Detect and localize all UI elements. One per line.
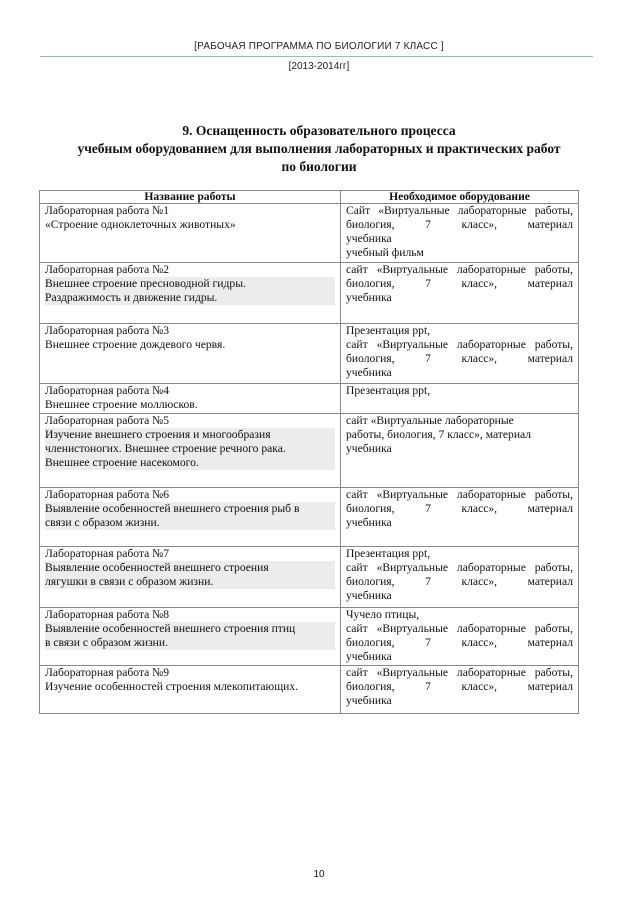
equipment-line: сайт «Виртуальные лабораторные работы, биология, 7 класс», материал <box>346 666 573 693</box>
equipment-line: Чучело птицы, <box>346 608 420 621</box>
work-name-cell <box>40 547 341 608</box>
work-description: Выявление особенностей внешнего строения рыб в <box>45 502 335 516</box>
running-header-years: [2013-2014гг] <box>288 61 350 72</box>
equipment-line: учебника <box>346 650 392 663</box>
work-name-cell <box>40 324 341 384</box>
work-name-cell <box>40 263 341 324</box>
work-description: Изучение внешнего строения и многообразия <box>45 428 335 442</box>
equipment-cell <box>341 263 579 324</box>
equipment-line: сайт «Виртуальные лабораторные работы, биология, 7 класс», материал <box>346 488 573 515</box>
equipment-line: учебника <box>346 366 392 379</box>
section-title-line: по биологии <box>281 159 357 174</box>
equipment-line: сайт «Виртуальные лабораторные работы, биология, 7 класс», материал <box>346 338 573 365</box>
work-title: Лабораторная работа №4 <box>45 384 170 397</box>
work-name-cell <box>40 666 341 714</box>
equipment-line: сайт «Виртуальные лабораторные работы, биология, 7 класс», материал <box>346 263 573 290</box>
equipment-line: сайт «Виртуальные лабораторные работы, биология, 7 класс», материал <box>346 622 573 649</box>
equipment-line: сайт «Виртуальные лабораторные работы, биология, 7 класс», материал <box>346 561 573 588</box>
work-title: Лабораторная работа №9 <box>45 666 170 679</box>
equipment-line: работы, биология, 7 класс», материал <box>346 428 532 441</box>
work-description: Выявление особенностей внешнего строения птиц <box>45 622 335 636</box>
equipment-cell <box>341 204 579 263</box>
work-name-cell <box>40 384 341 414</box>
equipment-cell <box>341 384 579 414</box>
work-description: лягушки в связи с образом жизни. <box>45 575 335 589</box>
work-title: Лабораторная работа №1 <box>45 204 170 217</box>
work-description: связи с образом жизни. <box>45 516 335 530</box>
equipment-line: учебный фильм <box>346 246 424 259</box>
table-row <box>40 608 579 666</box>
equipment-line: Презентация ppt, <box>346 547 431 560</box>
header-divider <box>40 56 593 57</box>
work-title: Лабораторная работа №8 <box>45 608 170 621</box>
work-description: Выявление особенностей внешнего строения <box>45 561 335 575</box>
equipment-line: учебника <box>346 516 392 529</box>
work-title: Лабораторная работа №2 <box>45 263 170 276</box>
work-description: Внешнее строение дождевого червя. <box>45 338 226 351</box>
equipment-line: Презентация ppt, <box>346 384 431 397</box>
work-title: Лабораторная работа №3 <box>45 324 170 337</box>
table-row <box>40 547 579 608</box>
table-row <box>40 384 579 414</box>
work-description: Изучение особенностей строения млекопитающих. <box>45 680 299 693</box>
column-header-equipment: Необходимое оборудование <box>341 191 579 204</box>
table-row <box>40 263 579 324</box>
table-row <box>40 204 579 263</box>
column-header-name: Название работы <box>40 191 341 204</box>
table-row <box>40 324 579 384</box>
work-description: «Строение одноклеточных животных» <box>45 218 236 231</box>
work-name-cell <box>40 414 341 488</box>
work-title: Лабораторная работа №7 <box>45 547 170 560</box>
work-title: Лабораторная работа №5 <box>45 414 170 427</box>
work-description: Внешнее строение моллюсков. <box>45 398 198 411</box>
equipment-line: учебника <box>346 442 392 455</box>
work-title: Лабораторная работа №6 <box>45 488 170 501</box>
equipment-line: сайт «Виртуальные лабораторные <box>346 414 514 427</box>
equipment-line: учебника <box>346 232 392 245</box>
page-number: 10 <box>313 869 325 880</box>
equipment-line: учебника <box>346 589 392 602</box>
running-header-title: [РАБОЧАЯ ПРОГРАММА ПО БИОЛОГИИ 7 КЛАСС ] <box>194 41 444 52</box>
equipment-table <box>39 190 579 714</box>
table-row <box>40 414 579 488</box>
table-row <box>40 488 579 547</box>
work-description: Внешнее строение насекомого. <box>45 456 335 470</box>
equipment-cell <box>341 324 579 384</box>
work-name-cell <box>40 608 341 666</box>
equipment-cell <box>341 414 579 488</box>
work-description: в связи с образом жизни. <box>45 636 335 650</box>
table-row <box>40 666 579 714</box>
equipment-cell <box>341 547 579 608</box>
work-description: Внешнее строение пресноводной гидры. <box>45 277 335 291</box>
work-name-cell <box>40 204 341 263</box>
equipment-cell <box>341 608 579 666</box>
equipment-cell <box>341 488 579 547</box>
equipment-line: учебника <box>346 694 392 707</box>
work-name-cell <box>40 488 341 547</box>
equipment-line: учебника <box>346 291 392 304</box>
section-title-line: 9. Оснащенность образовательного процесса <box>182 123 456 138</box>
work-description: членистоногих. Внешнее строение речного рака. <box>45 442 335 456</box>
work-description: Раздражимость и движение гидры. <box>45 291 335 305</box>
equipment-line: Презентация ppt, <box>346 324 431 337</box>
equipment-line: Сайт «Виртуальные лабораторные работы, биология, 7 класс», материал <box>346 204 573 231</box>
equipment-cell <box>341 666 579 714</box>
section-title-line: учебным оборудованием для выполнения лабораторных и практических работ <box>77 141 561 156</box>
